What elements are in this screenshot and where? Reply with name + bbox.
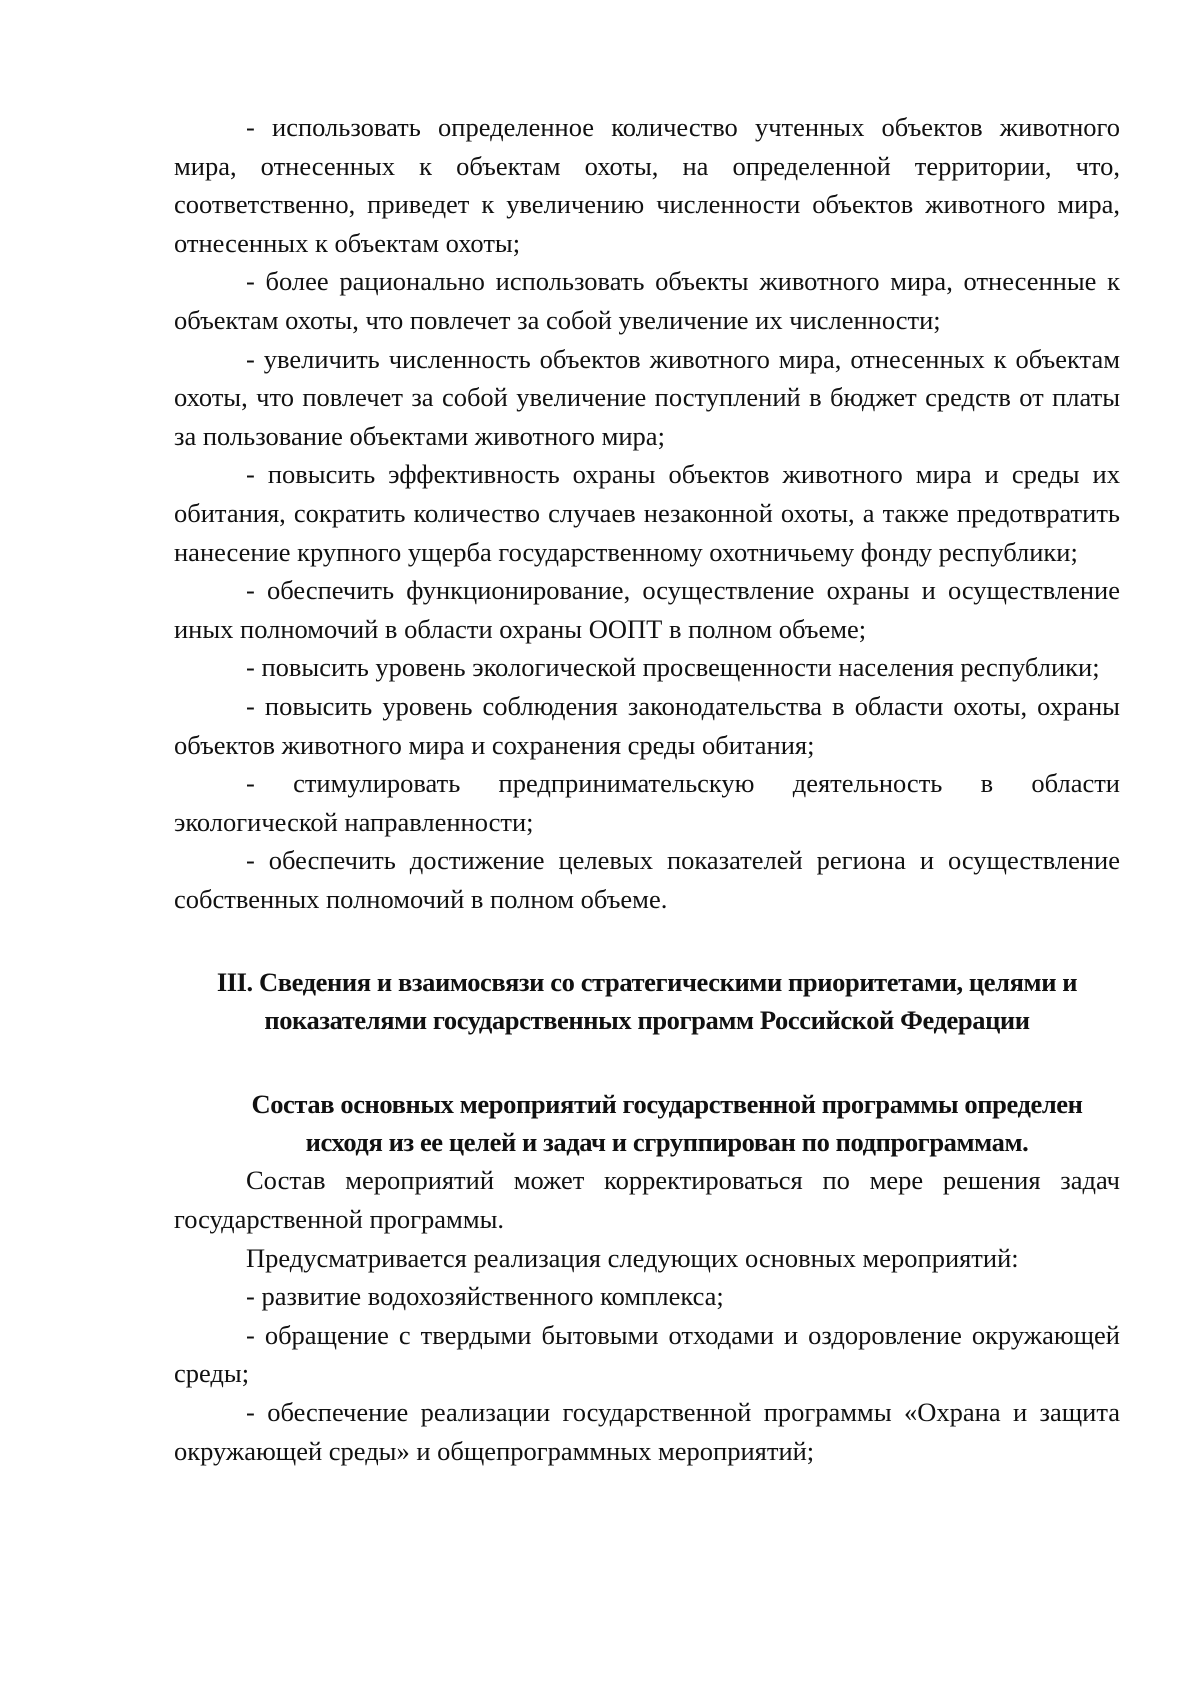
paragraph-stimulate-business: - стимулировать предпринимательскую деятельность в области экологической направленности; xyxy=(174,768,1120,837)
paragraph-measures-adjustable: Состав мероприятий может корректироваться по мере решения задач государственной программы. xyxy=(174,1165,1120,1235)
paragraph-law-compliance: - повысить уровень соблюдения законодательства в области охоты, охраны объектов животного мира и сохранения среды обитания; xyxy=(174,690,1120,760)
paragraph-use-counted-animals: - использовать определенное количество учтенных объектов животного мира, отнесенных к объектам охоты, на определенной территории, что, соответственно, приведет к увеличению численности объектов животного мира, отнесенных к объектам охоты; xyxy=(174,112,1120,258)
section-heading xyxy=(174,964,1120,1039)
document-page xyxy=(174,108,1120,1470)
paragraph-increase-population: - увеличить численность объектов животного мира, отнесенных к объектам охоты, что повлечет за собой увеличение поступлений в бюджет средств от платы за пользование объектами животного мира; xyxy=(174,343,1120,451)
paragraph-program-support: - обеспечение реализации государственной программы «Охрана и защита окружающей среды» и общепрограммных мероприятий; xyxy=(174,1397,1120,1466)
paragraph-rational-use: - более рационально использовать объекты животного мира, отнесенные к объектам охоты, что повлечет за собой увеличение их численности; xyxy=(174,266,1120,335)
section-heading-line-2: показателями государственных программ Российской Федерации xyxy=(264,1004,1030,1035)
paragraph-ecological-education: - повысить уровень экологической просвещенности населения республики; xyxy=(246,652,1100,683)
paragraph-oopt-functioning: - обеспечить функционирование, осуществление охраны и осуществление иных полномочий в области охраны ООПТ в полном объеме; xyxy=(174,575,1120,644)
subheading-line-1: Состав основных мероприятий государственной программы определен xyxy=(251,1089,1083,1120)
paragraph-measures-intro: Предусматривается реализация следующих основных мероприятий: xyxy=(246,1242,1019,1273)
paragraph-target-indicators: - обеспечить достижение целевых показателей региона и осуществление собственных полномочий в полном объеме. xyxy=(174,845,1120,914)
section-heading-line-1: III. Сведения и взаимосвязи со стратегическими приоритетами, целями и xyxy=(216,967,1078,998)
subheading xyxy=(174,1086,1120,1161)
paragraph-water-complex: - развитие водохозяйственного комплекса; xyxy=(246,1281,724,1312)
subheading-line-2: исходя из ее целей и задач и сгруппирован по подпрограммам. xyxy=(305,1126,1029,1157)
paragraph-solid-waste: - обращение с твердыми бытовыми отходами и оздоровление окружающей среды; xyxy=(174,1319,1120,1389)
paragraph-protection-efficiency: - повысить эффективность охраны объектов животного мира и среды их обитания, сократить количество случаев незаконной охоты, а также предотвратить нанесение крупного ущерба государственному охотничьему фонду республики; xyxy=(174,459,1120,567)
